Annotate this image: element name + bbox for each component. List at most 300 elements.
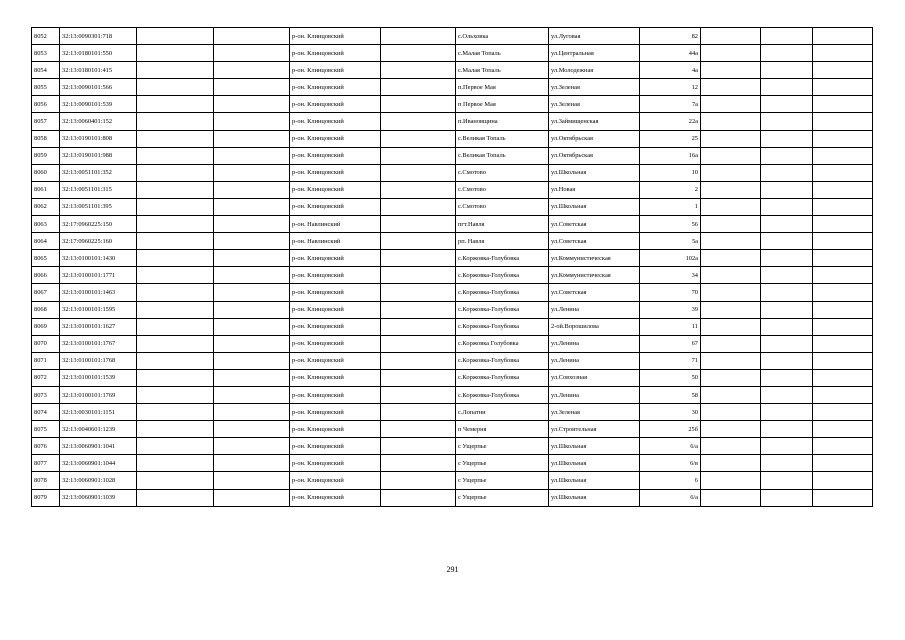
house-number-cell: 6/а — [640, 489, 701, 506]
row-number-cell: 8077 — [32, 455, 60, 472]
empty-cell-cell — [761, 455, 813, 472]
empty-cell-cell — [381, 369, 456, 386]
settlement-cell: п Чемерня — [456, 421, 549, 438]
house-number-cell: 102а — [640, 250, 701, 267]
settlement-cell: с.Великая Топаль — [456, 147, 549, 164]
empty-cell-cell — [214, 28, 290, 45]
table-row — [32, 335, 873, 352]
district-cell: р-он. Клинцовский — [290, 438, 381, 455]
table-row — [32, 233, 873, 250]
house-number-cell: 25 — [640, 130, 701, 147]
table-row — [32, 164, 873, 181]
registry-rows — [32, 28, 873, 507]
empty-cell-cell — [137, 45, 214, 62]
empty-cell-cell — [214, 96, 290, 113]
empty-cell-cell — [813, 233, 873, 250]
house-number-cell: 6 — [640, 472, 701, 489]
empty-cell-cell — [214, 335, 290, 352]
table-row — [32, 489, 873, 506]
cadastral-number-cell: 32:13:0100101:1463 — [60, 284, 137, 301]
empty-cell-cell — [701, 267, 761, 284]
empty-cell-cell — [701, 438, 761, 455]
empty-cell-cell — [214, 267, 290, 284]
empty-cell-cell — [214, 455, 290, 472]
settlement-cell: рп. Навля — [456, 233, 549, 250]
empty-cell-cell — [214, 404, 290, 421]
empty-cell-cell — [813, 267, 873, 284]
empty-cell-cell — [381, 318, 456, 335]
row-number-cell: 8076 — [32, 438, 60, 455]
empty-cell-cell — [381, 335, 456, 352]
table-row — [32, 113, 873, 130]
house-number-cell: 30 — [640, 404, 701, 421]
cadastral-number-cell: 32:13:0100101:1768 — [60, 352, 137, 369]
row-number-cell: 8065 — [32, 250, 60, 267]
registry-table — [31, 27, 873, 507]
empty-cell-cell — [214, 250, 290, 267]
cadastral-number-cell: 32:13:0060401:152 — [60, 113, 137, 130]
house-number-cell: 16а — [640, 147, 701, 164]
empty-cell-cell — [701, 352, 761, 369]
table-row — [32, 45, 873, 62]
settlement-cell: с.Коржовка-Голубовка — [456, 301, 549, 318]
empty-cell-cell — [214, 386, 290, 403]
empty-cell-cell — [813, 28, 873, 45]
empty-cell-cell — [813, 318, 873, 335]
empty-cell-cell — [813, 421, 873, 438]
row-number-cell: 8057 — [32, 113, 60, 130]
empty-cell-cell — [813, 369, 873, 386]
house-number-cell: 56 — [640, 216, 701, 233]
empty-cell-cell — [761, 421, 813, 438]
cadastral-number-cell: 32:13:0051101:352 — [60, 164, 137, 181]
empty-cell-cell — [761, 335, 813, 352]
settlement-cell: с Ущерпье — [456, 438, 549, 455]
empty-cell-cell — [137, 284, 214, 301]
empty-cell-cell — [701, 198, 761, 215]
empty-cell-cell — [761, 489, 813, 506]
empty-cell-cell — [701, 250, 761, 267]
empty-cell-cell — [214, 79, 290, 96]
house-number-cell: 71 — [640, 352, 701, 369]
cadastral-number-cell: 32:13:0100101:1430 — [60, 250, 137, 267]
district-cell: р-он. Клинцовский — [290, 96, 381, 113]
empty-cell-cell — [381, 130, 456, 147]
street-cell: ул.Советская — [549, 284, 640, 301]
empty-cell-cell — [701, 489, 761, 506]
cadastral-number-cell: 32:17:0960225:150 — [60, 216, 137, 233]
table-row — [32, 267, 873, 284]
empty-cell-cell — [381, 164, 456, 181]
empty-cell-cell — [214, 369, 290, 386]
house-number-cell: 2 — [640, 181, 701, 198]
settlement-cell: с.Ольховка — [456, 28, 549, 45]
settlement-cell: с.Смотово — [456, 164, 549, 181]
row-number-cell: 8056 — [32, 96, 60, 113]
empty-cell-cell — [813, 301, 873, 318]
district-cell: р-он. Клинцовский — [290, 79, 381, 96]
empty-cell-cell — [214, 301, 290, 318]
cadastral-number-cell: 32:13:0060901:1041 — [60, 438, 137, 455]
empty-cell-cell — [381, 233, 456, 250]
empty-cell-cell — [701, 455, 761, 472]
street-cell: ул.Совхозная — [549, 369, 640, 386]
street-cell: ул.Школьная — [549, 489, 640, 506]
street-cell: ул.Луговая — [549, 28, 640, 45]
empty-cell-cell — [214, 62, 290, 79]
cadastral-number-cell: 32:13:0030101:1151 — [60, 404, 137, 421]
district-cell: р-он. Клинцовский — [290, 28, 381, 45]
district-cell: р-он. Клинцовский — [290, 489, 381, 506]
empty-cell-cell — [137, 96, 214, 113]
street-cell: ул.Коммунистическая — [549, 267, 640, 284]
empty-cell-cell — [701, 318, 761, 335]
empty-cell-cell — [701, 369, 761, 386]
settlement-cell: с.Коржовка-Голубовка — [456, 250, 549, 267]
empty-cell-cell — [137, 250, 214, 267]
street-cell: ул.Ленина — [549, 335, 640, 352]
empty-cell-cell — [381, 113, 456, 130]
empty-cell-cell — [761, 369, 813, 386]
district-cell: р-он. Клинцовский — [290, 267, 381, 284]
district-cell: р-он. Клинцовский — [290, 352, 381, 369]
empty-cell-cell — [137, 198, 214, 215]
empty-cell-cell — [701, 181, 761, 198]
street-cell: 2-ой.Ворошилова — [549, 318, 640, 335]
empty-cell-cell — [381, 79, 456, 96]
row-number-cell: 8061 — [32, 181, 60, 198]
empty-cell-cell — [761, 250, 813, 267]
row-number-cell: 8069 — [32, 318, 60, 335]
empty-cell-cell — [761, 233, 813, 250]
cadastral-number-cell: 32:13:0100101:1767 — [60, 335, 137, 352]
empty-cell-cell — [761, 216, 813, 233]
empty-cell-cell — [137, 352, 214, 369]
empty-cell-cell — [701, 472, 761, 489]
empty-cell-cell — [381, 181, 456, 198]
empty-cell-cell — [137, 267, 214, 284]
row-number-cell: 8072 — [32, 369, 60, 386]
row-number-cell: 8059 — [32, 147, 60, 164]
cadastral-number-cell: 32:13:0090301:718 — [60, 28, 137, 45]
house-number-cell: 6/в — [640, 455, 701, 472]
empty-cell-cell — [761, 181, 813, 198]
settlement-cell: с.Коржовка-Голубовка — [456, 386, 549, 403]
empty-cell-cell — [761, 386, 813, 403]
empty-cell-cell — [137, 455, 214, 472]
empty-cell-cell — [137, 62, 214, 79]
settlement-cell: с.Малая Топаль — [456, 45, 549, 62]
empty-cell-cell — [214, 352, 290, 369]
table-row — [32, 147, 873, 164]
empty-cell-cell — [813, 130, 873, 147]
row-number-cell: 8062 — [32, 198, 60, 215]
empty-cell-cell — [813, 250, 873, 267]
street-cell: ул.Октябрьская — [549, 130, 640, 147]
district-cell: р-он. Клинцовский — [290, 250, 381, 267]
district-cell: р-он. Клинцовский — [290, 113, 381, 130]
district-cell: р-он. Клинцовский — [290, 181, 381, 198]
empty-cell-cell — [761, 130, 813, 147]
empty-cell-cell — [701, 62, 761, 79]
empty-cell-cell — [761, 438, 813, 455]
row-number-cell: 8071 — [32, 352, 60, 369]
empty-cell-cell — [701, 130, 761, 147]
empty-cell-cell — [137, 164, 214, 181]
street-cell: ул.Зеленая — [549, 79, 640, 96]
table-row — [32, 404, 873, 421]
empty-cell-cell — [813, 45, 873, 62]
empty-cell-cell — [813, 352, 873, 369]
house-number-cell: 12 — [640, 79, 701, 96]
row-number-cell: 8070 — [32, 335, 60, 352]
empty-cell-cell — [813, 284, 873, 301]
district-cell: р-он. Клинцовский — [290, 455, 381, 472]
table-row — [32, 438, 873, 455]
row-number-cell: 8053 — [32, 45, 60, 62]
empty-cell-cell — [761, 404, 813, 421]
table-row — [32, 130, 873, 147]
district-cell: р-он. Навлинский — [290, 233, 381, 250]
settlement-cell: с.Смотово — [456, 198, 549, 215]
street-cell: ул.Ленина — [549, 386, 640, 403]
house-number-cell: 44а — [640, 45, 701, 62]
empty-cell-cell — [701, 386, 761, 403]
row-number-cell: 8079 — [32, 489, 60, 506]
street-cell: ул.Школьная — [549, 164, 640, 181]
district-cell: р-он. Клинцовский — [290, 421, 381, 438]
house-number-cell: 4а — [640, 62, 701, 79]
empty-cell-cell — [381, 96, 456, 113]
empty-cell-cell — [813, 164, 873, 181]
empty-cell-cell — [381, 386, 456, 403]
house-number-cell: 39 — [640, 301, 701, 318]
empty-cell-cell — [137, 233, 214, 250]
district-cell: р-он. Клинцовский — [290, 130, 381, 147]
house-number-cell: 58 — [640, 386, 701, 403]
street-cell: ул.Школьная — [549, 198, 640, 215]
row-number-cell: 8052 — [32, 28, 60, 45]
empty-cell-cell — [214, 421, 290, 438]
empty-cell-cell — [701, 301, 761, 318]
row-number-cell: 8078 — [32, 472, 60, 489]
empty-cell-cell — [381, 147, 456, 164]
district-cell: р-он. Клинцовский — [290, 147, 381, 164]
empty-cell-cell — [137, 318, 214, 335]
cadastral-number-cell: 32:13:0090101:539 — [60, 96, 137, 113]
empty-cell-cell — [137, 130, 214, 147]
street-cell: ул.Ленина — [549, 352, 640, 369]
settlement-cell: с.Коржовка-Голубовка — [456, 284, 549, 301]
empty-cell-cell — [701, 28, 761, 45]
settlement-cell: с.Коржовка Голубовка — [456, 335, 549, 352]
empty-cell-cell — [813, 62, 873, 79]
empty-cell-cell — [701, 113, 761, 130]
empty-cell-cell — [137, 301, 214, 318]
empty-cell-cell — [813, 181, 873, 198]
table-row — [32, 62, 873, 79]
empty-cell-cell — [813, 438, 873, 455]
district-cell: р-он. Клинцовский — [290, 284, 381, 301]
street-cell: ул.Ленина — [549, 301, 640, 318]
empty-cell-cell — [761, 284, 813, 301]
district-cell: р-он. Клинцовский — [290, 472, 381, 489]
empty-cell-cell — [761, 45, 813, 62]
empty-cell-cell — [381, 421, 456, 438]
settlement-cell: с.Коржовка-Голубовка — [456, 318, 549, 335]
row-number-cell: 8064 — [32, 233, 60, 250]
empty-cell-cell — [381, 45, 456, 62]
cadastral-number-cell: 32:13:0190101:808 — [60, 130, 137, 147]
row-number-cell: 8066 — [32, 267, 60, 284]
empty-cell-cell — [813, 472, 873, 489]
empty-cell-cell — [137, 438, 214, 455]
empty-cell-cell — [761, 198, 813, 215]
house-number-cell: 22а — [640, 113, 701, 130]
empty-cell-cell — [137, 216, 214, 233]
empty-cell-cell — [214, 181, 290, 198]
empty-cell-cell — [381, 489, 456, 506]
settlement-cell: п Первое Мая — [456, 96, 549, 113]
district-cell: р-он. Клинцовский — [290, 62, 381, 79]
house-number-cell: 1 — [640, 198, 701, 215]
settlement-cell: с.Лопатни — [456, 404, 549, 421]
empty-cell-cell — [214, 438, 290, 455]
house-number-cell: 10 — [640, 164, 701, 181]
settlement-cell: с.Малая Топаль — [456, 62, 549, 79]
empty-cell-cell — [701, 96, 761, 113]
row-number-cell: 8055 — [32, 79, 60, 96]
settlement-cell: с Ущерпье — [456, 455, 549, 472]
page-number: 291 — [446, 565, 459, 574]
empty-cell-cell — [381, 250, 456, 267]
empty-cell-cell — [701, 79, 761, 96]
empty-cell-cell — [381, 62, 456, 79]
cadastral-number-cell: 32:13:0040601:1239 — [60, 421, 137, 438]
empty-cell-cell — [761, 62, 813, 79]
settlement-cell: пгт.Навля — [456, 216, 549, 233]
row-number-cell: 8060 — [32, 164, 60, 181]
empty-cell-cell — [813, 96, 873, 113]
house-number-cell: 50 — [640, 369, 701, 386]
empty-cell-cell — [813, 404, 873, 421]
table-row — [32, 318, 873, 335]
district-cell: р-он. Клинцовский — [290, 45, 381, 62]
row-number-cell: 8058 — [32, 130, 60, 147]
street-cell: ул.Новая — [549, 181, 640, 198]
cadastral-number-cell: 32:13:0100101:1595 — [60, 301, 137, 318]
empty-cell-cell — [761, 164, 813, 181]
district-cell: р-он. Клинцовский — [290, 301, 381, 318]
empty-cell-cell — [761, 267, 813, 284]
table-row — [32, 181, 873, 198]
cadastral-number-cell: 32:17:0960225:160 — [60, 233, 137, 250]
empty-cell-cell — [761, 352, 813, 369]
row-number-cell: 8068 — [32, 301, 60, 318]
empty-cell-cell — [381, 472, 456, 489]
empty-cell-cell — [214, 130, 290, 147]
cadastral-number-cell: 32:13:0190101:988 — [60, 147, 137, 164]
house-number-cell: 82 — [640, 28, 701, 45]
street-cell: ул.Зеленая — [549, 96, 640, 113]
table-row — [32, 198, 873, 215]
empty-cell-cell — [761, 28, 813, 45]
empty-cell-cell — [137, 369, 214, 386]
district-cell: р-он. Клинцовский — [290, 369, 381, 386]
empty-cell-cell — [214, 233, 290, 250]
table-row — [32, 79, 873, 96]
empty-cell-cell — [137, 79, 214, 96]
empty-cell-cell — [761, 96, 813, 113]
empty-cell-cell — [137, 421, 214, 438]
empty-cell-cell — [381, 198, 456, 215]
empty-cell-cell — [381, 352, 456, 369]
cadastral-number-cell: 32:13:0180101:415 — [60, 62, 137, 79]
settlement-cell: с.Коржовка-Голубовка — [456, 369, 549, 386]
street-cell: ул.Советская — [549, 233, 640, 250]
settlement-cell: с.Коржовка-Голубовка — [456, 352, 549, 369]
street-cell: ул.Зеленая — [549, 404, 640, 421]
empty-cell-cell — [381, 404, 456, 421]
table-row — [32, 455, 873, 472]
table-row — [32, 421, 873, 438]
house-number-cell: 67 — [640, 335, 701, 352]
empty-cell-cell — [137, 472, 214, 489]
table-row — [32, 28, 873, 45]
empty-cell-cell — [761, 79, 813, 96]
district-cell: р-он. Клинцовский — [290, 404, 381, 421]
settlement-cell: п.Ивановщина — [456, 113, 549, 130]
row-number-cell: 8063 — [32, 216, 60, 233]
table-row — [32, 369, 873, 386]
house-number-cell: 25б — [640, 421, 701, 438]
house-number-cell: 70 — [640, 284, 701, 301]
cadastral-number-cell: 32:13:0100101:1539 — [60, 369, 137, 386]
empty-cell-cell — [214, 45, 290, 62]
empty-cell-cell — [381, 267, 456, 284]
table-row — [32, 472, 873, 489]
cadastral-number-cell: 32:13:0060901:1028 — [60, 472, 137, 489]
empty-cell-cell — [214, 113, 290, 130]
empty-cell-cell — [701, 284, 761, 301]
table-row — [32, 284, 873, 301]
empty-cell-cell — [813, 147, 873, 164]
empty-cell-cell — [137, 113, 214, 130]
empty-cell-cell — [214, 164, 290, 181]
empty-cell-cell — [381, 28, 456, 45]
row-number-cell: 8067 — [32, 284, 60, 301]
empty-cell-cell — [701, 216, 761, 233]
row-number-cell: 8074 — [32, 404, 60, 421]
row-number-cell: 8073 — [32, 386, 60, 403]
district-cell: р-он. Клинцовский — [290, 386, 381, 403]
empty-cell-cell — [381, 301, 456, 318]
table-row — [32, 250, 873, 267]
street-cell: ул.Октябрьская — [549, 147, 640, 164]
row-number-cell: 8075 — [32, 421, 60, 438]
empty-cell-cell — [813, 198, 873, 215]
settlement-cell: с.Коржовка-Голубовка — [456, 267, 549, 284]
street-cell: ул.Школьная — [549, 438, 640, 455]
cadastral-number-cell: 32:13:0060901:1044 — [60, 455, 137, 472]
empty-cell-cell — [137, 386, 214, 403]
table-row — [32, 352, 873, 369]
empty-cell-cell — [137, 28, 214, 45]
house-number-cell: 11 — [640, 318, 701, 335]
empty-cell-cell — [813, 455, 873, 472]
empty-cell-cell — [701, 233, 761, 250]
empty-cell-cell — [137, 147, 214, 164]
